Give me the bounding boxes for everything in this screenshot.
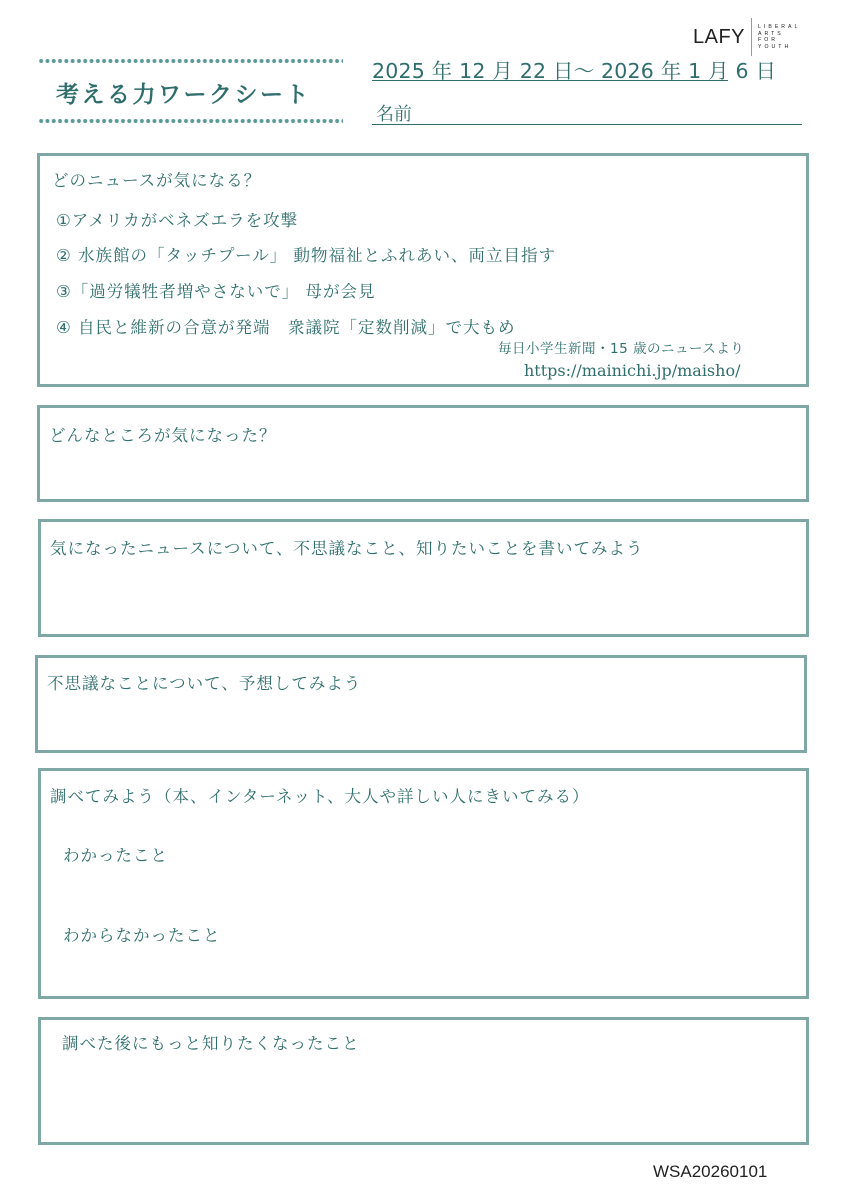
date-range: 2025 年 12 月 22 日～ 2026 年 1 月 6 日	[372, 59, 777, 83]
lafy-logo	[693, 18, 820, 56]
logo-tagline-line: LIBERAL	[758, 24, 801, 30]
predict-prompt: 不思議なことについて、予想してみよう	[47, 674, 362, 693]
logo-tagline	[758, 24, 820, 50]
research-box[interactable]	[38, 768, 809, 999]
logo-tagline-line: ARTS	[758, 30, 784, 37]
sheet-title: 考える力ワークシート	[56, 82, 311, 108]
predict-box[interactable]	[35, 655, 807, 753]
sheet-title-block	[38, 58, 343, 128]
dotted-rule-top	[38, 58, 343, 64]
logo-divider	[751, 18, 752, 56]
more-to-know-box[interactable]	[38, 1017, 809, 1145]
news-source: 毎日小学生新聞・15 歳のニュースより	[498, 341, 745, 357]
logo-tagline-line: FOR	[758, 37, 778, 43]
name-field[interactable]	[372, 100, 802, 125]
dotted-rule-bottom	[38, 118, 343, 124]
worksheet-code: WSA20260101	[653, 1162, 768, 1181]
research-prompt: 調べてみよう（本、インターネット、大人や詳しい人にきいてみる）	[50, 787, 590, 806]
news-item: ④ 自民と維新の合意が発端 衆議院「定数削減」で大もめ	[56, 318, 516, 337]
wonder-prompt: 気になったニュースについて、不思議なこと、知りたいことを書いてみよう	[50, 539, 644, 558]
news-choice-box	[37, 153, 809, 387]
news-question: どのニュースが気になる？	[52, 171, 262, 190]
logo-tagline-line: YOUTH	[758, 43, 792, 50]
interest-prompt: どんなところが気になった？	[49, 426, 277, 445]
logo-word: LAFY	[693, 25, 746, 48]
wonder-box[interactable]	[38, 519, 809, 637]
source-url: https://mainichi.jp/maisho/	[524, 361, 741, 380]
name-label: 名前	[376, 104, 412, 125]
interest-box[interactable]	[37, 405, 809, 502]
understood-label: わかったこと	[63, 846, 168, 865]
more-to-know-prompt: 調べた後にもっと知りたくなったこと	[62, 1034, 360, 1053]
news-item: ③「過労犠牲者増やさないで」 母が会見	[56, 282, 376, 301]
not-understood-label: わからなかったこと	[63, 926, 221, 945]
news-item: ①アメリカがベネズエラを攻撃	[56, 211, 299, 230]
news-item: ② 水族館の「タッチプール」 動物福祉とふれあい、両立目指す	[56, 246, 556, 265]
